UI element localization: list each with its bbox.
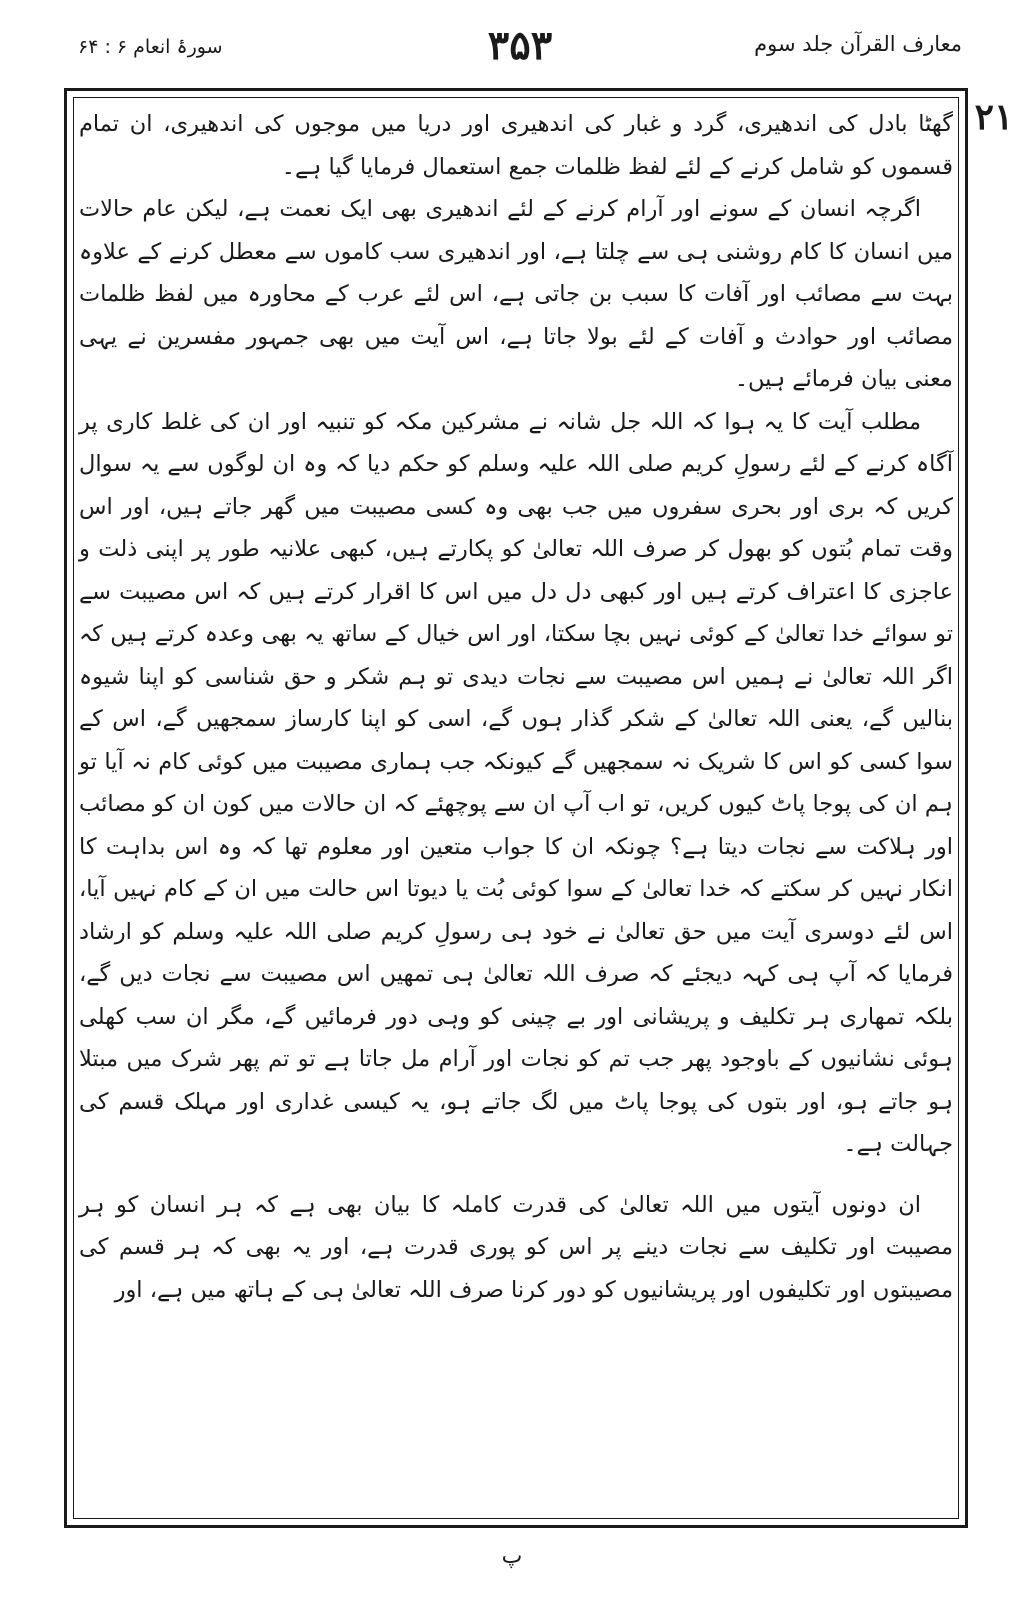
body-text <box>79 103 953 1311</box>
book-title: معارف القرآن جلد سوم <box>754 32 962 56</box>
paragraph: مطلب آیت کا یہ ہوا کہ اللہ جل شانہ نے مشرکین مکہ کو تنبیہ اور ان کی غلط کاری پر آگاہ کرنے کے لئے رسولِ کریم صلی اللہ علیہ وسلم کو حکم دیا کہ وہ ان لوگوں سے یہ سوال کریں کہ بری اور بحری سفروں میں جب بھی وہ کسی مصیبت میں گھر جاتے ہیں، اور اس وقت تمام بُتوں کو بھول کر صرف اللہ تعالیٰ کو پکارتے ہیں، کبھی علانیہ طور پر اپنی ذلت و عاجزی کا اعتراف کرتے ہیں اور کبھی دل دل میں اس کا اقرار کرتے ہیں کہ اس مصیبت سے تو سوائے خدا تعالیٰ کے کوئی نہیں بچا سکتا، اور اس خیال کے ساتھ یہ بھی وعدہ کرتے ہیں کہ اگر اللہ تعالیٰ نے ہمیں اس مصیبت سے نجات دیدی تو ہم شکر و حق شناسی کو اپنا شیوہ بنالیں گے، یعنی اللہ تعالیٰ کے شکر گذار ہوں گے، اسی کو اپنا کارساز سمجھیں گے، اس کے سوا کسی کو اس کا شریک نہ سمجھیں گے کیونکہ جب ہماری مصیبت میں کوئی کام نہ آیا تو ہم ان کی پوجا پاٹ کیوں کریں، تو اب آپ ان سے پوچھئے کہ ان حالات میں کون ان کو مصائب اور ہلاکت سے نجات دیتا ہے؟ چونکہ ان کا جواب متعین اور معلوم تھا کہ وہ اس بداہت کا انکار نہیں کر سکتے کہ خدا تعالیٰ کے سوا کوئی بُت یا دیوتا اس حالت میں ان کے کام نہیں آیا، اس لئے دوسری آیت میں حق تعالیٰ نے خود ہی رسولِ کریم صلی اللہ علیہ وسلم کو ارشاد فرمایا کہ آپ ہی کہہ دیجئے کہ صرف اللہ تعالیٰ ہی تمھیں اس مصیبت سے نجات دیں گے، بلکہ تمھاری ہر تکلیف و پریشانی اور بے چینی کو وہی دور فرمائیں گے، مگر ان سب کھلی ہوئی نشانیوں کے باوجود پھر جب تم کو نجات اور آرام مل جاتا ہے تو تم پھر شرک میں مبتلا ہو جاتے ہو، اور بتوں کی پوجا پاٹ میں لگ جاتے ہو، یہ کیسی غداری اور مہلک قسم کی جہالت ہے۔ <box>79 408 953 1157</box>
text-frame <box>64 88 968 1528</box>
side-marker: ۲۱ <box>974 96 1014 138</box>
paragraph: گھٹا بادل کی اندھیری، گرد و غبار کی اندھیری اور دریا میں موجوں کی اندھیری، ان تمام قسموں کو شامل کرنے کے لئے لفظ ظلمات جمع استعمال فرمایا گیا ہے۔ <box>79 111 953 180</box>
footer-mark: پ <box>501 1544 523 1569</box>
surah-reference: سورۂ انعام ۶ : ۶۴ <box>78 36 223 58</box>
page-header <box>60 22 980 74</box>
page-number: ۳۵۳ <box>487 22 553 69</box>
paragraph: ان دونوں آیتوں میں اللہ تعالیٰ کی قدرت کاملہ کا بیان بھی ہے کہ ہر انسان کو ہر مصیبت اور تکلیف سے نجات دینے پر اس کو پوری قدرت ہے، اور یہ بھی کہ ہر قسم کی مصیبتوں اور تکلیفوں اور پریشانیوں کو دور کرنا صرف اللہ تعالیٰ ہی کے ہاتھ میں ہے، اور <box>79 1191 953 1303</box>
paragraph: اگرچہ انسان کے سونے اور آرام کرنے کے لئے اندھیری بھی ایک نعمت ہے، لیکن عام حالات میں انسان کا کام روشنی ہی سے چلتا ہے، اور اندھیری سب کاموں سے معطل کرنے کے علاوہ بہت سے مصائب اور آفات کا سبب بن جاتی ہے، اس لئے عرب کے محاورہ میں لفظ ظلمات مصائب اور حوادث و آفات کے لئے بولا جاتا ہے، اس آیت میں بھی جمہور مفسرین نے یہی معنی بیان فرمائے ہیں۔ <box>79 196 953 392</box>
